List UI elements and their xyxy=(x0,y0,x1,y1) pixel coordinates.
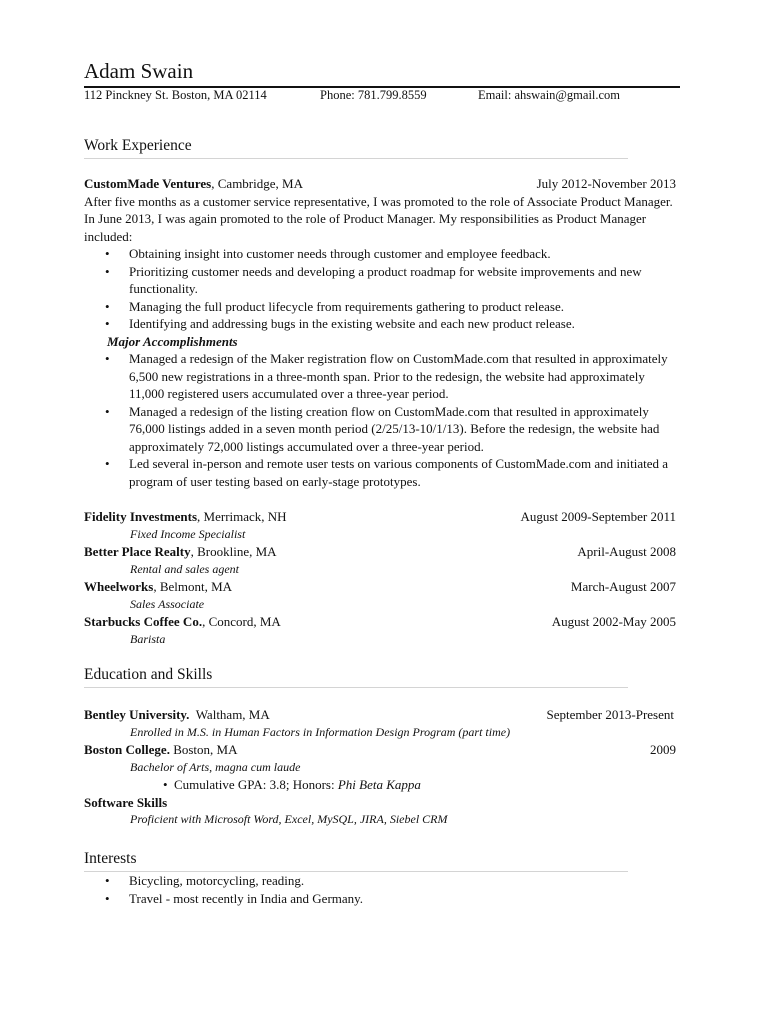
section-title-work: Work Experience xyxy=(84,137,192,154)
skills-title: Software Skills xyxy=(84,794,168,810)
interests-list xyxy=(84,872,676,907)
previous-jobs xyxy=(84,508,676,648)
list-item: • Prioritizing customer needs and developing a product roadmap for website improvements and new functionality. xyxy=(84,263,676,298)
section-divider-education xyxy=(84,687,628,688)
job-title-line xyxy=(84,543,277,561)
address: 112 Pinckney St. Boston, MA 02114 xyxy=(84,88,267,102)
interests-block xyxy=(84,872,676,907)
company-name: Starbucks Coffee Co. xyxy=(84,614,203,629)
school-location: Boston, MA xyxy=(169,742,238,757)
company-location: , Belmont, MA xyxy=(153,579,233,594)
company-location: , Merrimack, NH xyxy=(197,509,287,524)
job-header xyxy=(84,578,676,596)
school-line xyxy=(84,706,270,724)
accomplishment-list xyxy=(84,350,676,490)
gpa-item xyxy=(84,776,674,794)
list-item: • Led several in-person and remote user tests on various components of CustomMade.com and initiated a program of user testing based on early-stage prototypes. xyxy=(84,455,676,490)
job-header xyxy=(84,175,676,193)
job-role: Rental and sales agent xyxy=(130,561,239,576)
job-dates: August 2009-September 2011 xyxy=(520,509,676,524)
job-intro: After five months as a customer service representative, I was promoted to the role of Associate Product Manager. In June 2013, I was again promoted to the role of Product Manager. My responsibilities as Product Manager included: xyxy=(84,193,673,244)
job-dates: April-August 2008 xyxy=(577,544,676,559)
list-item: • Obtaining insight into customer needs through customer and employee feedback. xyxy=(84,245,676,263)
school-dates: September 2013-Present xyxy=(546,707,674,722)
job-title-line xyxy=(84,578,232,596)
school-name: Boston College. xyxy=(84,742,170,757)
job-title-line xyxy=(84,508,287,526)
list-item: • Identifying and addressing bugs in the existing website and each new product release. xyxy=(84,315,676,333)
job-role: Sales Associate xyxy=(130,596,205,611)
job-dates: March-August 2007 xyxy=(570,579,676,594)
job-role: Barista xyxy=(130,631,166,646)
job-title-line xyxy=(84,175,303,193)
list-item: • Managed a redesign of the Maker registration flow on CustomMade.com that resulted in approximately 6,500 new registrations in a three-month span. Prior to the redesign, the website had approximately 11,000 registered users accumulated over a three-year period. xyxy=(84,350,676,403)
job-dates: July 2012-November 2013 xyxy=(536,176,676,191)
honors: Phi Beta Kappa xyxy=(337,777,421,792)
list-item: • Managing the full product lifecycle from requirements gathering to product release. xyxy=(84,298,676,316)
company-location: , Concord, MA xyxy=(202,614,281,629)
company-location: , Brookline, MA xyxy=(190,544,277,559)
skills-header xyxy=(84,794,674,812)
job-title-line xyxy=(84,613,281,631)
section-title-interests: Interests xyxy=(84,850,137,867)
job-dates: August 2002-May 2005 xyxy=(551,614,676,629)
degree-detail: Enrolled in M.S. in Human Factors in Information Design Program (part time) xyxy=(130,724,511,739)
accomplishments-heading: Major Accomplishments xyxy=(107,333,238,349)
education-block xyxy=(84,706,674,829)
company-location: , Cambridge, MA xyxy=(211,176,303,191)
school-header xyxy=(84,706,674,724)
list-item: • Managed a redesign of the listing creation flow on CustomMade.com that resulted in approximately 76,000 listings added in a seven month period (2/25/13-10/1/13). Before the redesign, the website had approximately 72,000 listings accumulated over a three-year period. xyxy=(84,403,676,456)
school-dates: 2009 xyxy=(650,742,676,757)
bullet: • xyxy=(163,777,168,792)
candidate-name: Adam Swain xyxy=(84,59,194,83)
section-divider-work xyxy=(84,158,628,159)
company-name: Fidelity Investments xyxy=(84,509,198,524)
school-name: Bentley University. xyxy=(84,707,190,722)
company-name: Better Place Realty xyxy=(84,544,191,559)
job-header xyxy=(84,543,676,561)
skills-detail: Proficient with Microsoft Word, Excel, MySQL, JIRA, Siebel CRM xyxy=(130,812,448,826)
degree-detail: Bachelor of Arts, magna cum laude xyxy=(130,759,301,774)
company-name: CustomMade Ventures xyxy=(84,176,212,191)
job-custommade xyxy=(84,175,676,490)
job-role: Fixed Income Specialist xyxy=(130,526,246,541)
phone: Phone: 781.799.8559 xyxy=(320,88,427,102)
gpa-text xyxy=(129,777,421,792)
gpa-label: Cumulative GPA: 3.8; Honors: xyxy=(174,777,338,792)
section-title-education: Education and Skills xyxy=(84,666,213,683)
school-location: Waltham, MA xyxy=(189,707,270,722)
company-name: Wheelworks xyxy=(84,579,154,594)
school-header xyxy=(84,741,676,759)
list-item: • Travel - most recently in India and Germany. xyxy=(84,890,676,908)
job-header xyxy=(84,508,676,526)
responsibility-list xyxy=(84,245,676,333)
list-item: • Bicycling, motorcycling, reading. xyxy=(84,872,676,890)
job-header xyxy=(84,613,676,631)
email: Email: ahswain@gmail.com xyxy=(478,88,621,102)
school-line xyxy=(84,741,238,759)
